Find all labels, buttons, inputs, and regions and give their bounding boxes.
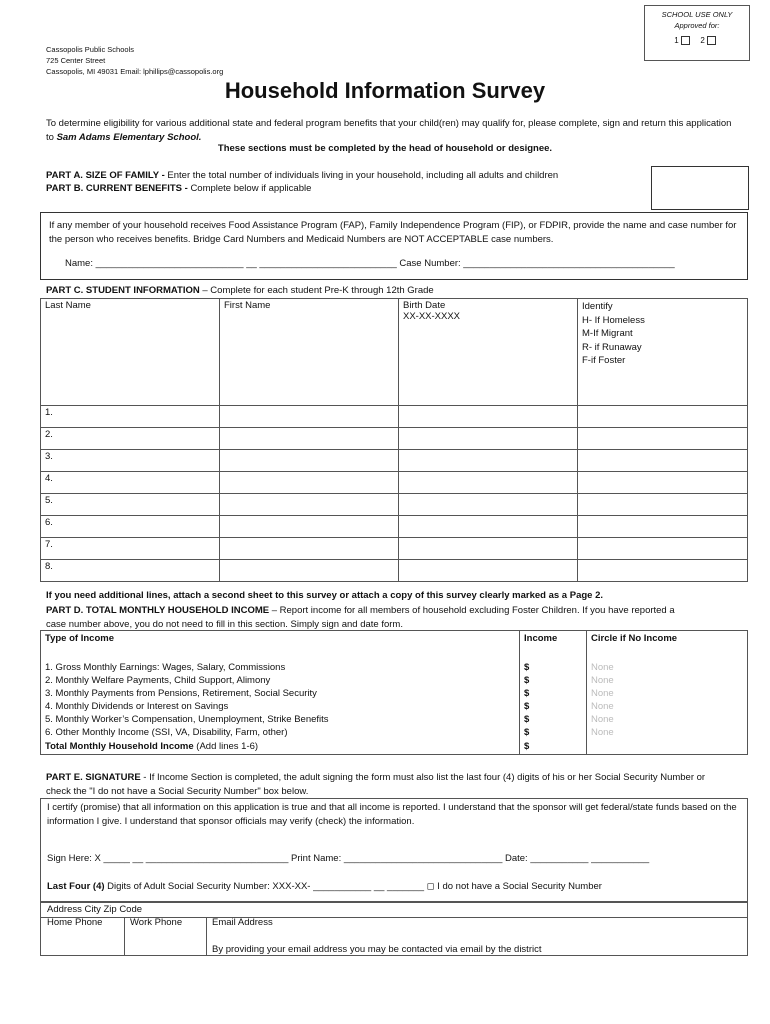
school-name: Sam Adams Elementary School. [56, 131, 202, 143]
income-total-row [41, 739, 748, 755]
none-option[interactable]: None [587, 700, 748, 713]
address-line-1: Cassopolis Public Schools [46, 45, 134, 54]
row-number: 1. [41, 406, 220, 428]
student-row[interactable] [41, 428, 748, 450]
benefits-text: If any member of your household receives Food Assistance Program (FAP), Family Independence Program (FIP), or FDPIR, provide the name and case number for the person who receives benefits. Bridge Card Numbers and Medicaid Numbers are NOT ACCEPTABLE case numbers. [49, 220, 737, 245]
benefits-box [40, 212, 748, 280]
row-number: 5. [41, 494, 220, 516]
sign-line[interactable]: Sign Here: X _____ __ ___________________________ Print Name: ______________________________ Date: ___________ ___________ [47, 853, 650, 864]
income-label: 4. Monthly Dividends or Interest on Savings [41, 700, 520, 713]
part-d-text: – Report income for all members of household excluding Foster Children. If you have reported a case number above, you do not need to fill in this section. Simply sign and date form. [46, 605, 675, 630]
part-c-text: – Complete for each student Pre-K through 12th Grade [199, 285, 434, 296]
option-1-checkbox[interactable] [681, 36, 690, 45]
address-line-2: 725 Center Street [46, 56, 106, 65]
student-table [40, 298, 748, 582]
name-case-line[interactable]: Name: ____________________________ __ __________________________ Case Number: ________________________________________ [65, 258, 675, 269]
home-phone-field[interactable]: Home Phone [47, 917, 103, 928]
col-birth-date [399, 299, 578, 406]
part-e-text: - If Income Section is completed, the adult signing the form must also list the last four (4) digits of his or her Social Security Number or check the "I do not have a Social Security Number" box below. [46, 772, 706, 797]
student-row[interactable] [41, 516, 748, 538]
intro-paragraph [46, 117, 736, 144]
identify-migrant: M-If Migrant [582, 328, 633, 339]
work-phone-field[interactable]: Work Phone [130, 917, 183, 928]
col-last-name: Last Name [41, 299, 220, 406]
row-number: 4. [41, 472, 220, 494]
school-use-box [644, 5, 750, 61]
approved-label: Approved for: [674, 21, 720, 30]
email-note: By providing your email address you may be contacted via email by the district [212, 944, 542, 955]
income-input[interactable]: $ [520, 661, 587, 674]
certify-text: I certify (promise) that all information on this application is true and that all income is reported. I understand that the sponsor will get federal/state funds based on the information I give. I understand that sponsor officials may verify (check) the information. [47, 802, 737, 827]
income-input[interactable]: $ [520, 674, 587, 687]
school-use-title: SCHOOL USE ONLY [661, 10, 733, 19]
address-line-3: Cassopolis, MI 49031 Email: lphillips@cassopolis.org [46, 67, 224, 76]
identify-runaway: R- if Runaway [582, 341, 642, 353]
col-income: Income [520, 631, 587, 662]
part-c-line [46, 285, 434, 296]
part-c-label: PART C. STUDENT INFORMATION [46, 285, 200, 296]
signature-box [40, 798, 748, 902]
col-first-name: First Name [220, 299, 399, 406]
part-d-line [46, 604, 696, 631]
income-label: 2. Monthly Welfare Payments, Child Support, Alimony [41, 674, 520, 687]
income-label: 3. Monthly Payments from Pensions, Retirement, Social Security [41, 687, 520, 700]
income-table [40, 630, 748, 755]
ssn-line[interactable] [47, 880, 741, 894]
additional-lines-note: If you need additional lines, attach a second sheet to this survey or attach a copy of this survey clearly marked as a Page 2. [46, 590, 604, 601]
identify-label: Identify [582, 301, 613, 312]
row-number: 6. [41, 516, 220, 538]
row-number: 3. [41, 450, 220, 472]
none-option[interactable]: None [587, 674, 748, 687]
instruction-text: These sections must be completed by the head of household or designee. [217, 143, 553, 154]
income-label: 1. Gross Monthly Earnings: Wages, Salary, Commissions [41, 661, 520, 674]
income-input[interactable]: $ [520, 726, 587, 739]
income-row [41, 674, 748, 687]
address-box [40, 902, 748, 956]
income-input[interactable]: $ [520, 700, 587, 713]
identify-foster: F-if Foster [582, 355, 626, 366]
none-option[interactable]: None [587, 687, 748, 700]
part-e-line [46, 771, 706, 798]
student-row[interactable] [41, 450, 748, 472]
option-2-label: 2 [700, 36, 705, 45]
ssn-text: Digits of Adult Social Security Number: XXX-XX- ___________ __ _______ ◻ I do not have a Social Security Number [104, 880, 602, 892]
family-size-input[interactable] [651, 166, 749, 210]
income-label: 5. Monthly Worker’s Compensation, Unemployment, Strike Benefits [41, 713, 520, 726]
col-circle-none: Circle if No Income [587, 631, 748, 662]
none-option[interactable]: None [587, 713, 748, 726]
student-row[interactable] [41, 472, 748, 494]
student-row[interactable] [41, 406, 748, 428]
student-row[interactable] [41, 538, 748, 560]
col-income-type: Type of Income [41, 631, 520, 662]
income-input[interactable]: $ [520, 713, 587, 726]
email-field[interactable]: Email Address [212, 917, 273, 928]
intro-text: To determine eligibility for various additional state and federal program benefits that your child(ren) may qualify for, please complete, sign and return this application to [46, 118, 732, 143]
row-number: 7. [41, 538, 220, 560]
part-a-line [46, 170, 558, 181]
part-b-text: Complete below if applicable [190, 183, 312, 194]
part-d-label: PART D. TOTAL MONTHLY HOUSEHOLD INCOME [46, 605, 270, 616]
income-row [41, 726, 748, 739]
total-label-text: Total Monthly Household Income [45, 741, 194, 752]
income-label: 6. Other Monthly Income (SSI, VA, Disability, Farm, other) [41, 726, 520, 739]
page-title: Household Information Survey [224, 78, 546, 103]
total-income-input[interactable]: $ [520, 739, 587, 755]
part-b-line [46, 183, 311, 194]
income-row [41, 687, 748, 700]
income-input[interactable]: $ [520, 687, 587, 700]
option-2-checkbox[interactable] [707, 36, 716, 45]
total-note: (Add lines 1-6) [193, 741, 259, 752]
none-option[interactable]: None [587, 726, 748, 739]
income-row [41, 713, 748, 726]
row-number: 2. [41, 428, 220, 450]
school-address [46, 44, 223, 77]
none-option[interactable]: None [587, 661, 748, 674]
income-row [41, 661, 748, 674]
part-b-label: PART B. CURRENT BENEFITS - [46, 183, 191, 194]
option-1-label: 1 [674, 36, 679, 45]
col-identify [578, 299, 748, 406]
income-row [41, 700, 748, 713]
student-row[interactable] [41, 560, 748, 582]
birth-date-label: Birth Date [403, 300, 446, 311]
address-field[interactable]: Address City Zip Code [47, 904, 143, 915]
total-label [41, 739, 520, 755]
identify-homeless: H- If Homeless [582, 314, 645, 326]
ssn-label: Last Four (4) [47, 880, 105, 892]
birth-date-format: XX-XX-XXXX [403, 311, 461, 322]
row-number: 8. [41, 560, 220, 582]
student-row[interactable] [41, 494, 748, 516]
part-a-text: Enter the total number of individuals living in your household, including all adults and children [167, 170, 559, 181]
part-e-label: PART E. SIGNATURE [46, 772, 141, 783]
part-a-label: PART A. SIZE OF FAMILY - [46, 170, 168, 181]
